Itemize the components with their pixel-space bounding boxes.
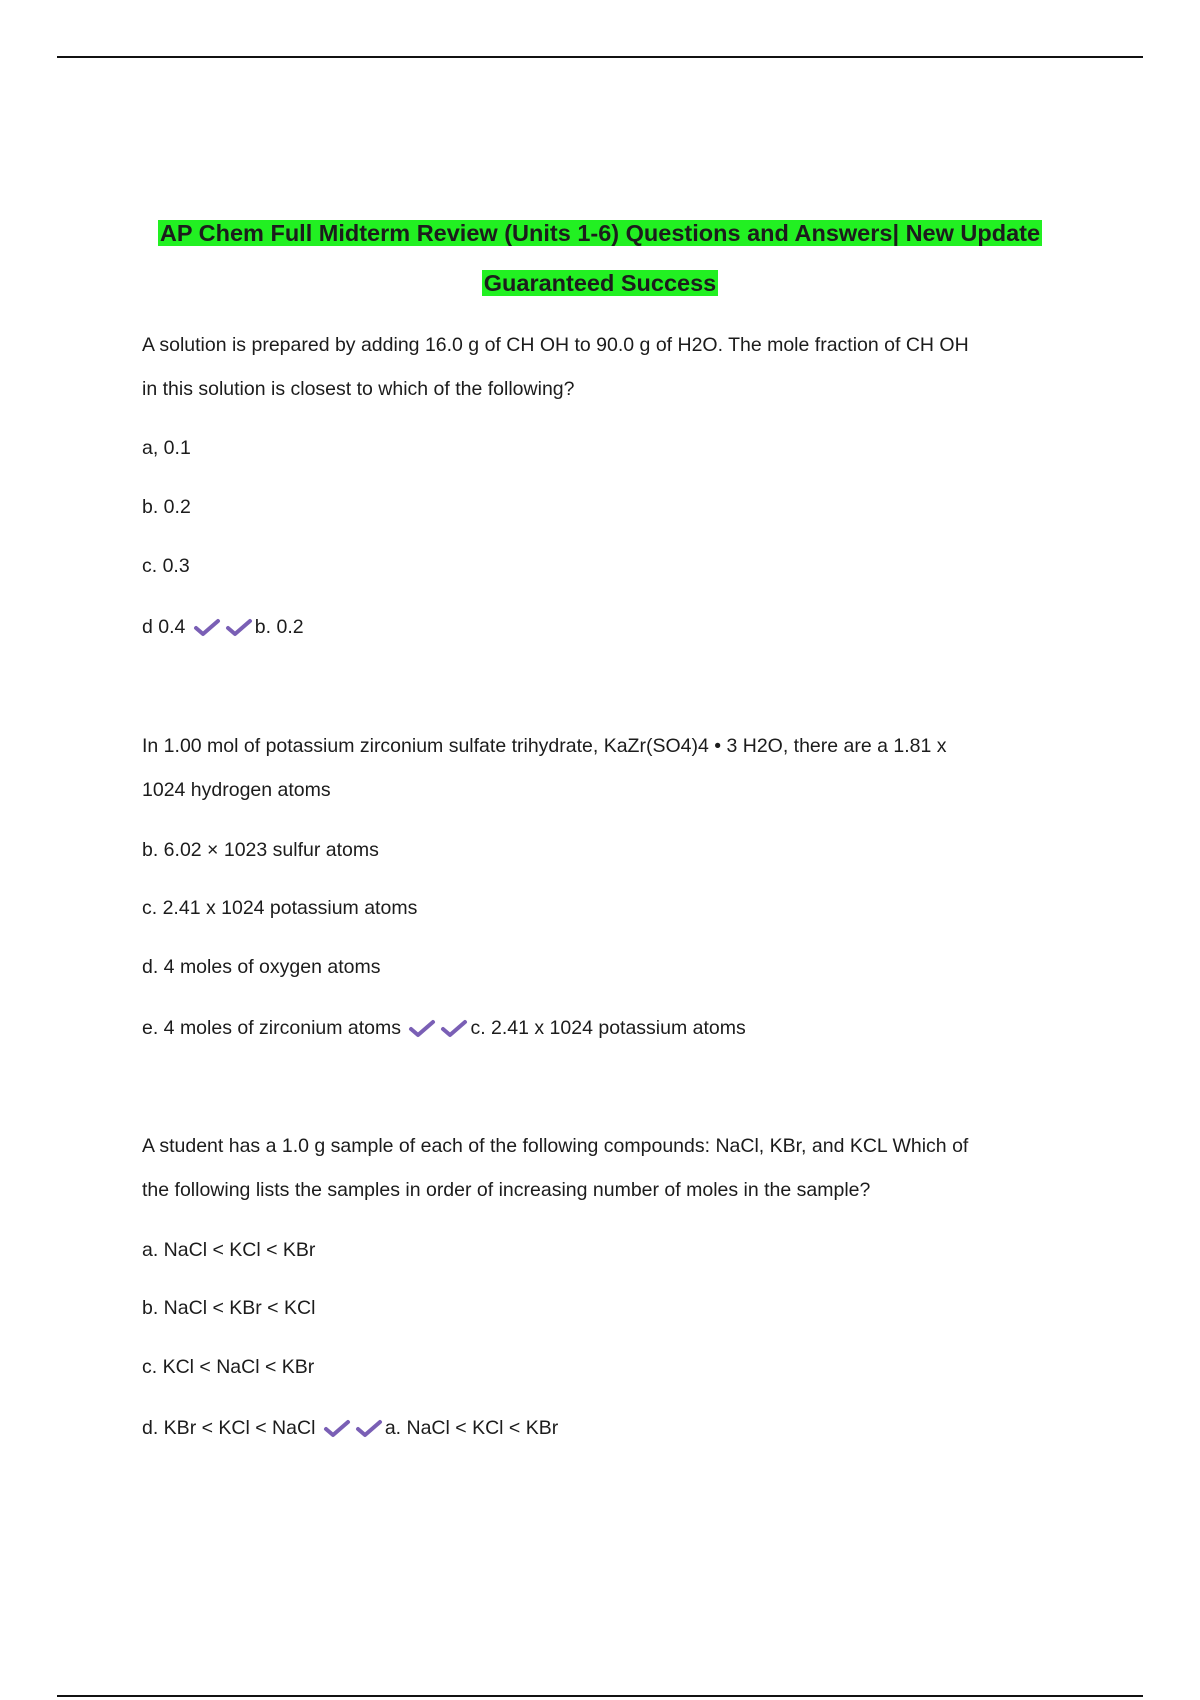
correct-answer: b. 0.2 <box>254 616 304 638</box>
answer-line <box>142 616 304 639</box>
answer-line <box>142 1017 746 1040</box>
answer-line <box>142 1417 558 1440</box>
checkmark-icon <box>225 618 253 638</box>
checkmark-icon <box>408 1019 436 1039</box>
option-e: e. 4 moles of zirconium atoms <box>142 1017 402 1039</box>
question-prompt: in this solution is closest to which of the following? <box>142 378 575 400</box>
correct-answer: a. NaCl < KCl < KBr <box>384 1417 559 1439</box>
question-prompt: In 1.00 mol of potassium zirconium sulfate trihydrate, KaZr(SO4)4 • 3 H2O, there are a 1.81 x <box>142 735 947 757</box>
checkmark-icon <box>355 1419 383 1439</box>
checkmark-icon <box>440 1019 468 1039</box>
option-a: a. NaCl < KCl < KBr <box>142 1239 316 1261</box>
correct-answer: c. 2.41 x 1024 potassium atoms <box>470 1017 746 1039</box>
document-title-line-2: Guaranteed Success <box>483 270 717 296</box>
option-c: c. 0.3 <box>142 555 190 577</box>
question-prompt: 1024 hydrogen atoms <box>142 779 331 801</box>
question-prompt: A student has a 1.0 g sample of each of the following compounds: NaCl, KBr, and KCL Which of <box>142 1135 969 1157</box>
option-b: b. 0.2 <box>142 496 191 518</box>
question-prompt: the following lists the samples in order of increasing number of moles in the sample? <box>142 1179 871 1201</box>
option-c: c. 2.41 x 1024 potassium atoms <box>142 897 418 919</box>
bottom-rule <box>57 1695 1143 1697</box>
option-d: d. KBr < KCl < NaCl <box>142 1417 316 1439</box>
document-title-line-1: AP Chem Full Midterm Review (Units 1-6) Questions and Answers| New Update <box>159 220 1041 246</box>
checkmark-icon <box>193 618 221 638</box>
option-b: b. NaCl < KBr < KCl <box>142 1297 316 1319</box>
option-b: b. 6.02 × 1023 sulfur atoms <box>142 839 379 861</box>
option-a: a, 0.1 <box>142 437 191 459</box>
option-d: d 0.4 <box>142 616 186 638</box>
option-c: c. KCl < NaCl < KBr <box>142 1356 315 1378</box>
checkmark-icon <box>323 1419 351 1439</box>
top-rule <box>57 56 1143 58</box>
option-d: d. 4 moles of oxygen atoms <box>142 956 381 978</box>
question-prompt: A solution is prepared by adding 16.0 g of CH OH to 90.0 g of H2O. The mole fraction of CH OH <box>142 334 969 356</box>
